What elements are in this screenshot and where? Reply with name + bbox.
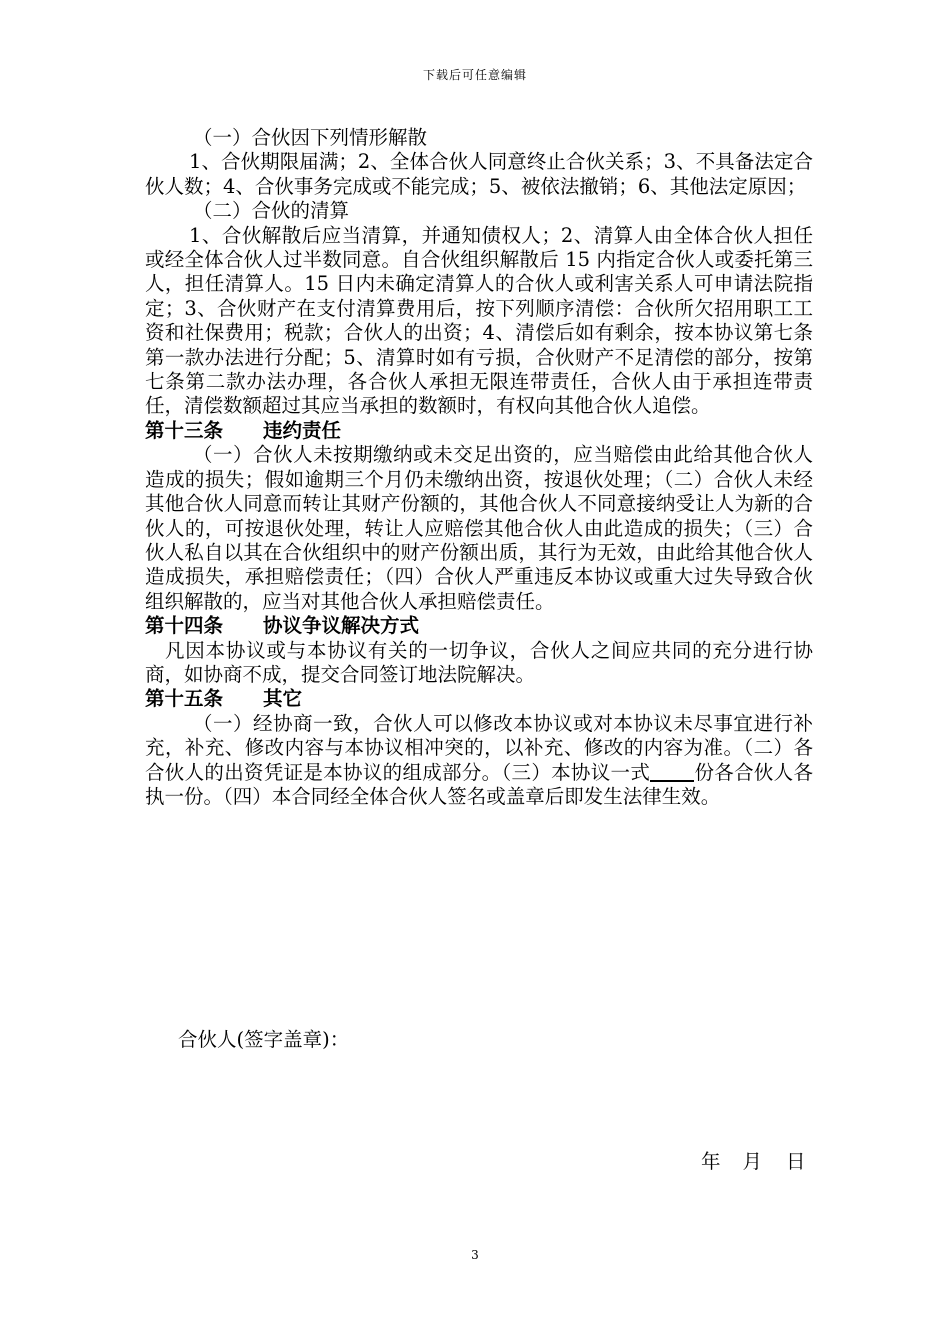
article-14-heading <box>145 614 813 638</box>
date-day: 日 <box>786 1150 806 1173</box>
article-14-number: 第十四条 <box>145 614 224 638</box>
article-14-title: 协议争议解决方式 <box>263 614 420 638</box>
article-15-heading <box>145 687 813 711</box>
document-body <box>145 126 813 809</box>
date-month: 月 <box>742 1150 763 1173</box>
article-13-title: 违约责任 <box>263 418 342 442</box>
liquidation-body: 1、合伙解散后应当清算，并通知债权人；2、清算人由全体合伙人担任或经全体合伙人过半数同意。自合伙组织解散后 15 内指定合伙人或委托第三人，担任清算人。15 日内未确定清算人的合伙人或利害关系人可申请法院指定；3、合伙财产在支付清算费用后，按下列顺序清偿：合伙所欠招用职工工资和社保费用；税款；合伙人的出资；4、清偿后如有剩余，按本协议第七条第一款办法进行分配；5、清算时如有亏损，合伙财产不足清偿的部分，按第七条第二款办法办理，各合伙人承担无限连带责任，合伙人由于承担连带责任，清偿数额超过其应当承担的数额时，有权向其他合伙人追偿。 <box>145 223 813 418</box>
copies-blank-line <box>650 762 694 782</box>
liquidation-title: （二）合伙的清算 <box>193 199 350 223</box>
dissolution-title: （一）合伙因下列情形解散 <box>193 126 428 149</box>
article-15-number: 第十五条 <box>145 687 224 711</box>
dissolution-body: 1、合伙期限届满；2、全体合伙人同意终止合伙关系；3、不具备法定合伙人数；4、合伙事务完成或不能完成；5、被依法撤销；6、其他法定原因； <box>145 150 813 198</box>
article-15-title: 其它 <box>263 687 303 711</box>
article-13-heading <box>145 419 813 443</box>
signature-date <box>701 1146 806 1174</box>
article-15-body-part-b: 份各合伙人各执一份。（四）本合同经全体合伙人签名或盖章后即发生法律生效。 <box>145 760 813 808</box>
article-15-body <box>145 712 813 810</box>
date-year: 年 <box>701 1150 721 1173</box>
page-number: 3 <box>471 1248 479 1262</box>
article-14-body: 凡因本协议或与本协议有关的一切争议，合伙人之间应共同的充分进行协商，如协商不成，提交合同签订地法院解决。 <box>145 638 813 686</box>
partner-signature-label: 合伙人(签字盖章)： <box>178 1028 350 1051</box>
article-15-body-part-a: （一）经协商一致，合伙人可以修改本协议或对本协议未尽事宜进行补充，补充、修改内容与本协议相冲突的，以补充、修改的内容为准。（二）各合伙人的出资凭证是本协议的组成部分。（三）本协议一式 <box>145 711 813 784</box>
article-13-body: （一）合伙人未按期缴纳或未交足出资的，应当赔偿由此给其他合伙人造成的损失；假如逾期三个月仍未缴纳出资，按退伙处理；（二）合伙人未经其他合伙人同意而转让其财产份额的，其他合伙人不同意接纳受让人为新的合伙人的，可按退伙处理，转让人应赔偿其他合伙人由此造成的损失；（三）合伙人私自以其在合伙组织中的财产份额出质，其行为无效，由此给其他合伙人造成损失，承担赔偿责任；（四）合伙人严重违反本协议或重大过失导致合伙组织解散的，应当对其他合伙人承担赔偿责任。 <box>145 443 813 613</box>
article-13-number: 第十三条 <box>145 418 224 442</box>
page-header: 下载后可任意编辑 <box>422 68 527 82</box>
